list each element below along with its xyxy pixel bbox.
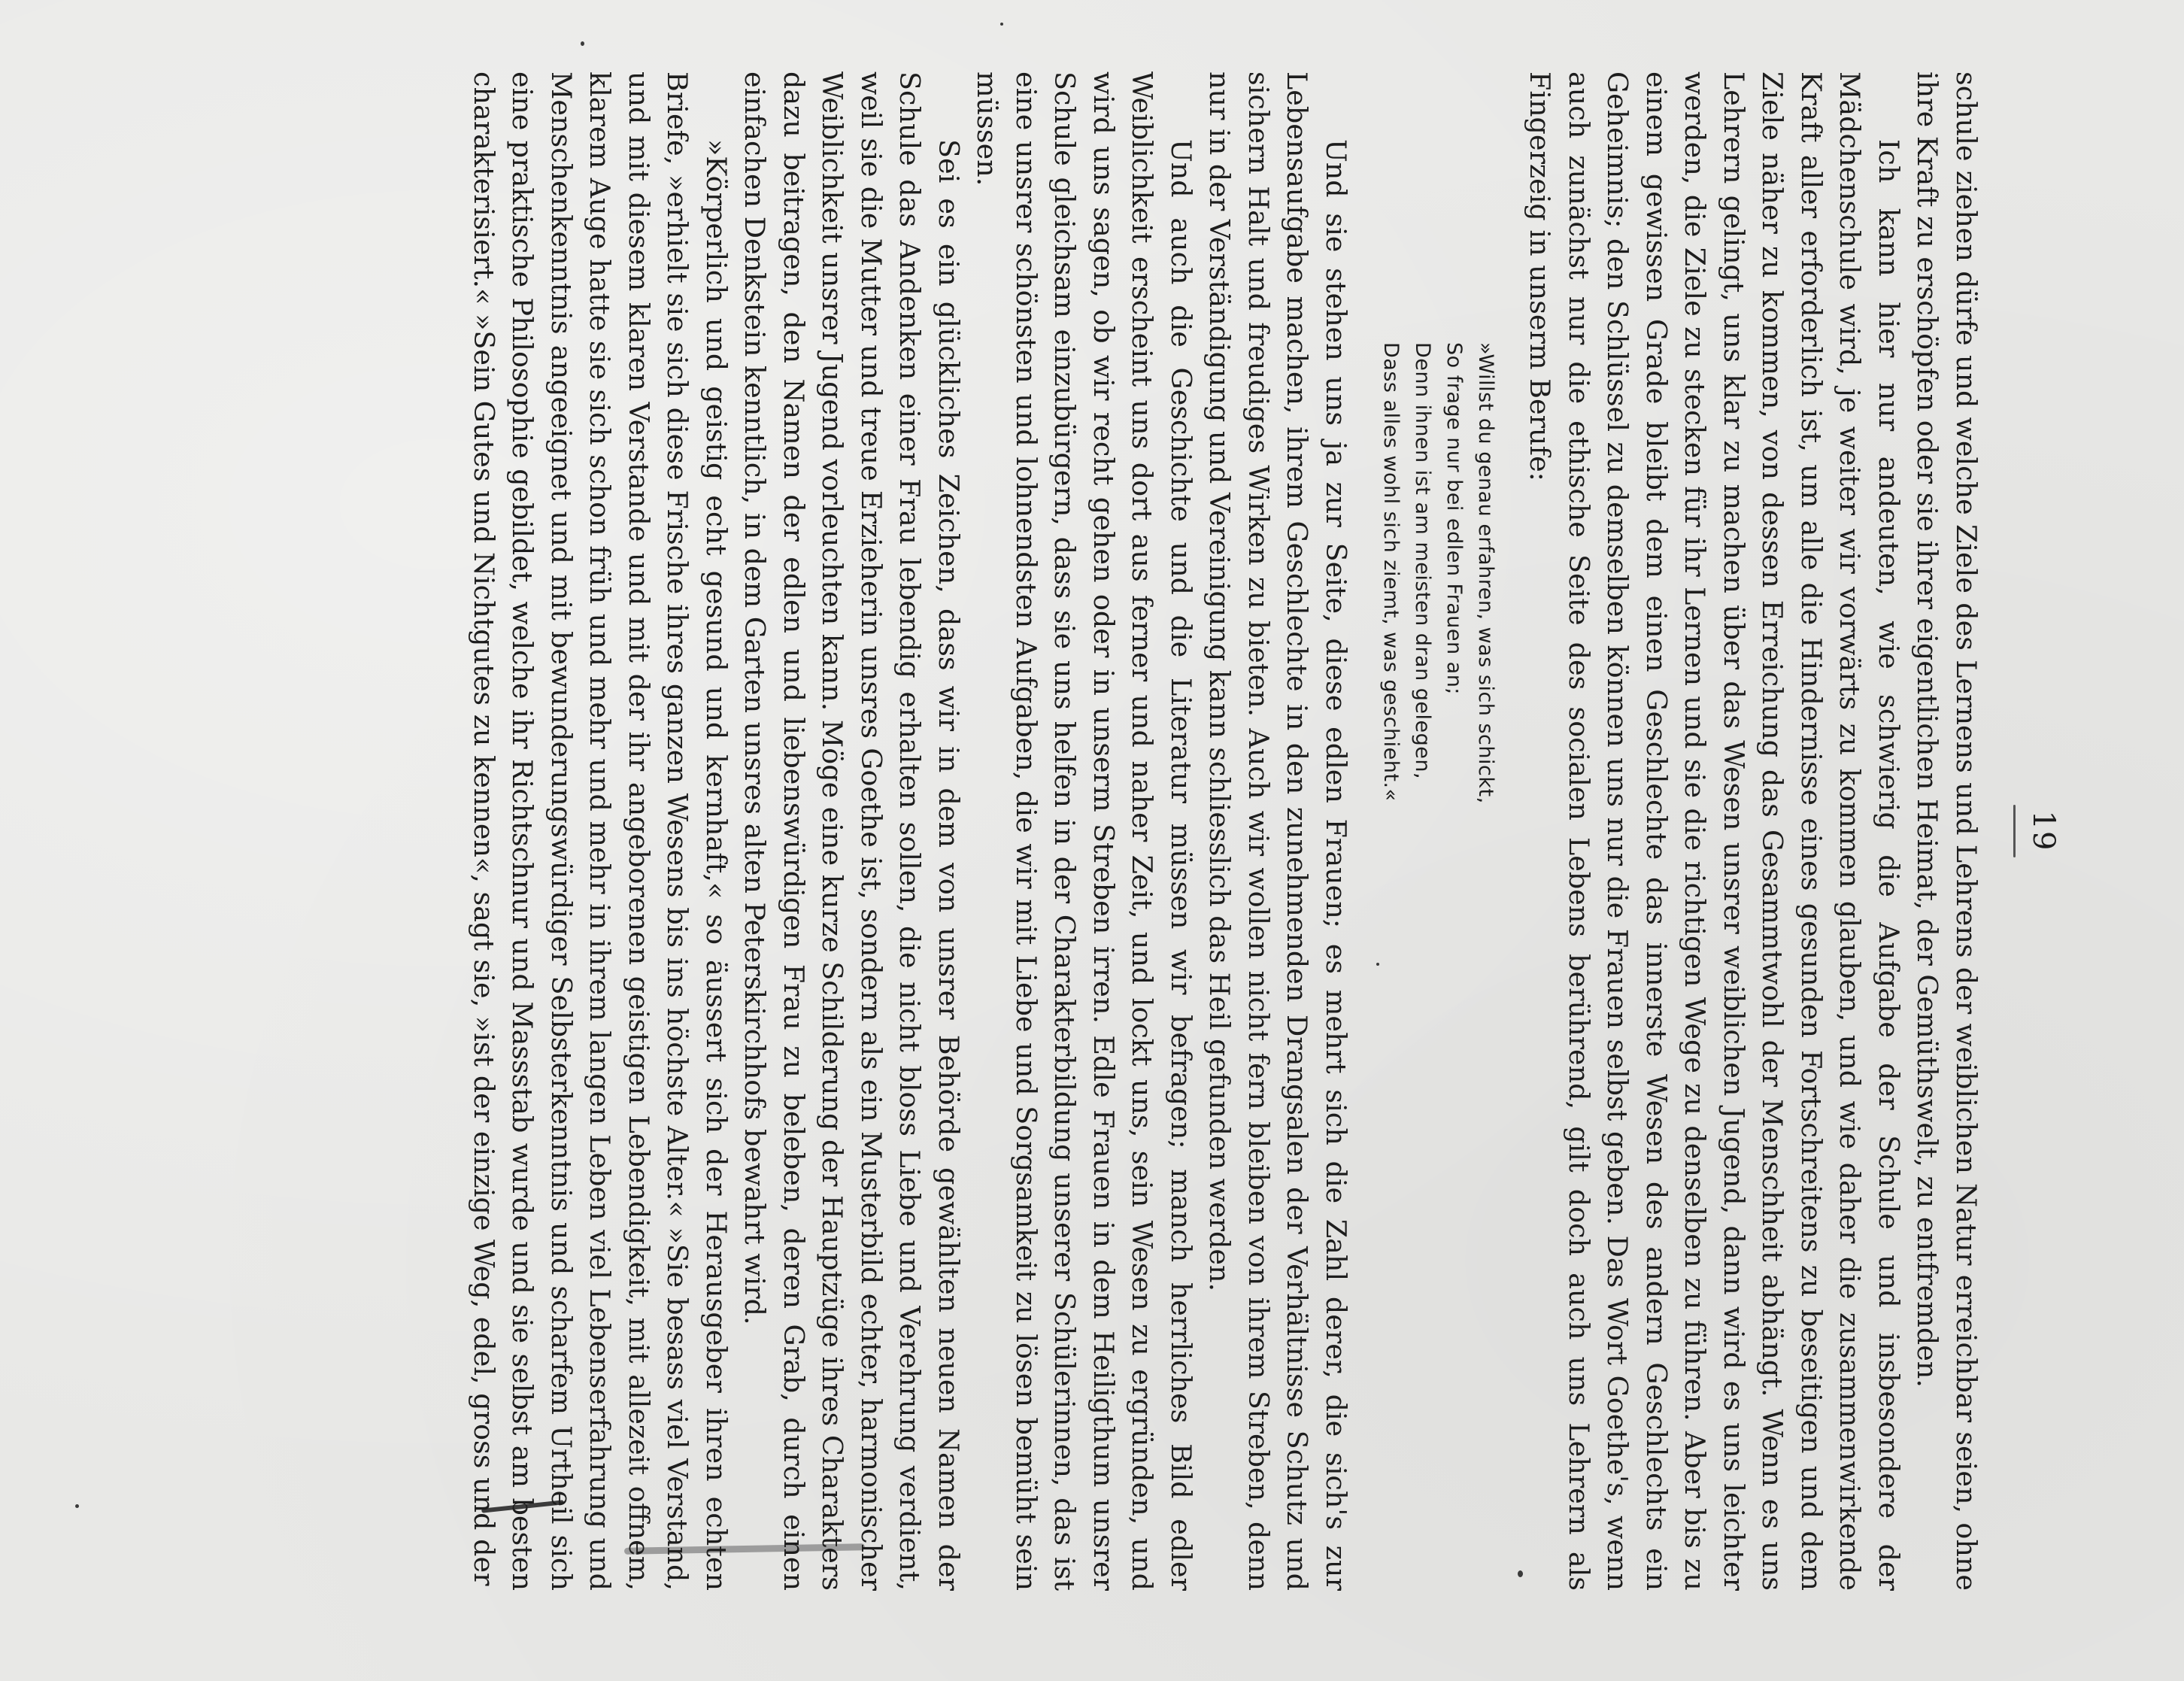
- paragraph-1: schule ziehen dürfe und welche Ziele des Lernens und Lehrens der weiblichen Natur erreichbar seien, ohne ihre Kraft zu erschöpfen oder sie ihrer eigentlichen Heimat, der Gemüthswelt, zu entfremden.: [1911, 71, 1982, 1591]
- poem-line: So frage nur bei edlen Frauen an;: [1442, 342, 1466, 695]
- goethe-quote: [1375, 342, 1501, 1591]
- ink-speck: [1000, 23, 1003, 26]
- ink-speck: [75, 1504, 79, 1508]
- body-text: [465, 71, 1986, 1591]
- poem-line: »Willst du genau erfahren, was sich schickt,: [1474, 342, 1497, 804]
- poem-line: Denn ihnen ist am meisten dran gelegen,: [1411, 342, 1434, 780]
- paragraph-5: Sei es ein glückliches Zeichen, dass wir in dem von unsrer Behörde gewählten neuen Namen der Schule das Andenken einer Frau lebendig erhalten sollen, die nicht bloss Liebe und Verehrung verdient, weil sie die Mutter und treue Erzieherin unsres Goethe ist, sondern als ein Musterbild echter, harmonischer Weiblichkeit unsrer Jugend vorleuchten kann. Möge eine kurze Schilderung der Hauptzüge ihres Charakters dazu beitragen, den Namen der edlen und liebenswürdigen Frau zu beleben, deren Grab, durch einen einfachen Denkstein kenntlich, in dem Garten unsres alten Peterskirchhofs bewahrt wird.: [739, 71, 965, 1591]
- ink-speck: [581, 41, 584, 46]
- paragraph-3: Und sie stehen uns ja zur Seite, diese edlen Frauen; es mehrt sich die Zahl derer, die sich's zur Lebensaufgabe machen, ihrem Geschlechte in den zunehmenden Drangsalen der Verhältnisse Schutz und sichern Halt und freudiges Wirken zu bieten. Auch wir wollen nicht fern bleiben von ihrem Streben, denn nur in der Verständigung und Vereinigung kann schliesslich das Heil gefunden werden.: [1203, 71, 1352, 1591]
- paragraph-4: Und auch die Geschichte und die Literatur müssen wir befragen; manch herrliches Bild edler Weiblichkeit erscheint uns dort aus ferner und naher Zeit, und lockt uns, sein Wesen zu ergründen, und wird uns sagen, ob wir recht gehen oder in unserm Streben irren. Edle Frauen in dem Heiligthum unsrer Schule gleichsam einzubürgern, dass sie uns helfen in der Charakterbildung unserer Schülerinnen, das ist eine unsrer schönsten und lohnendsten Aufgaben, die wir mit Liebe und Sorgsamkeit zu lösen bemüht sein müssen.: [971, 71, 1197, 1591]
- paragraph-6: »Körperlich und geistig echt gesund und kernhaft,« so äussert sich der Herausgeber ihren echten Briefe, »erhielt sie sich diese Frische ihres ganzen Wesens bis ins höchste Alter.« »Sie besass viel Verstand, und mit diesem klaren Verstande und mit der ihr angeborenen geistigen Lebendigkeit, mit allezeit offnem, klarem Auge hatte sie sich schon früh und mehr und mehr in ihrem langen Leben viel Lebenserfahrung und Menschenkenntnis angeeignet und mit bewunderungswürdiger Selbsterkenntnis und scharfem Urtheil sich eine praktische Philosophie gebildet, welche ihr Richtschnur und Massstab wurde und sie selbst am besten charakterisiert.« »Sein Gutes und Nichtgutes zu kennen«, sagt sie, »ist der einzige Weg, edel, gross und der: [468, 71, 733, 1591]
- paragraph-2: Ich kann hier nur andeuten, wie schwierig die Aufgabe der Schule und insbesondere der Mädchenschule wird, je weiter wir vorwärts zu kommen glauben, und wie daher die zusammenwirkende Kraft aller erforderlich ist, um alle die Hindernisse eines gesunden Fortschreitens zu beseitigen und dem Ziele näher zu kommen, von dessen Erreichung das Gesammtwohl der Menschheit abhängt. Wenn es uns Lehrern gelingt, uns klar zu machen über das Wesen unsrer weiblichen Jugend, dann wird es uns leichter werden, die Ziele zu stecken für ihr Lernen und sie die richtigen Wege zu denselben zu führen. Aber bis zu einem gewissen Grade bleibt dem einen Geschlechte das innerste Wesen des andern Geschlechts ein Geheimnis; den Schlüssel zu demselben können uns nur die Frauen selbst geben. Das Wort Goethe's, wenn auch zunächst nur die ethische Seite des socialen Lebens berührend, gilt doch auch uns Lehrern als Fingerzeig in unserm Berufe:: [1524, 71, 1905, 1591]
- page-number-rule: [2013, 805, 2016, 857]
- document-page: [135, 71, 2061, 1591]
- poem-line: Dass alles wohl sich ziemt, was geschieht.«: [1379, 342, 1403, 802]
- page-number: 19: [2026, 810, 2061, 852]
